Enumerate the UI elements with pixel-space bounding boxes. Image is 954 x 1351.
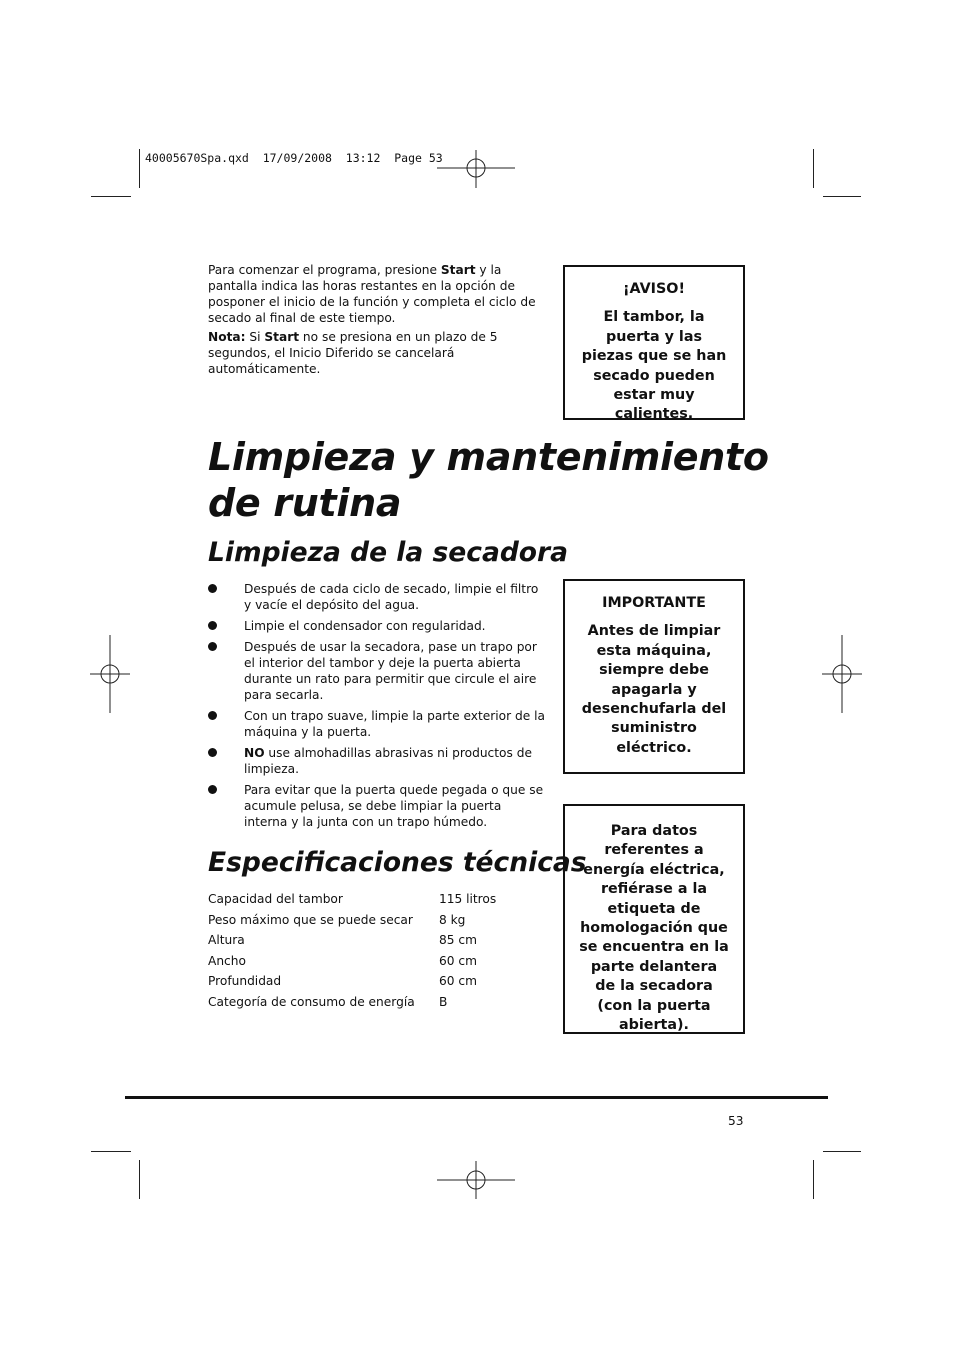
page-title: Limpieza y mantenimiento de rutina: [208, 435, 769, 525]
intro-text: [208, 262, 553, 377]
page-number: 53: [728, 1114, 744, 1128]
registration-mark-icon: [822, 635, 862, 715]
crop-mark: [813, 1160, 814, 1199]
crop-mark: [91, 1151, 131, 1152]
crop-mark: [139, 1160, 140, 1199]
bullet-icon: [208, 711, 217, 720]
list-item: Para evitar que la puerta quede pegada o que se acumule pelusa, se debe limpiar la puerta interna y la junta con un trapo húmedo.: [208, 782, 548, 830]
list-item: Después de usar la secadora, pase un trapo por el interior del tambor y deje la puerta abierta durante un rato para permitir que circule el aire para secarla.: [208, 639, 548, 703]
warning-box: [563, 265, 745, 423]
print-slug: 40005670Spa.qxd 17/09/2008 13:12 Page 53: [145, 151, 443, 165]
crop-mark: [823, 1151, 861, 1152]
registration-mark-icon: [437, 150, 517, 190]
table-row: Peso máximo que se puede secar 8 kg: [208, 912, 466, 927]
registration-mark-icon: [90, 635, 130, 715]
important-heading: IMPORTANTE: [602, 595, 706, 611]
table-row: Categoría de consumo de energía B: [208, 994, 448, 1009]
section-heading-cleaning: Limpieza de la secadora: [208, 537, 568, 568]
specs-table: [208, 892, 496, 1015]
footer-rule: [125, 1096, 828, 1099]
warning-text: El tambor, la puerta y las piezas que se han secado pueden estar muy calientes.: [581, 309, 727, 423]
table-row: Profundidad 60 cm: [208, 974, 477, 988]
list-item: Después de cada ciclo de secado, limpie el filtro y vacíe el depósito del agua.: [208, 581, 548, 613]
list-item: NO use almohadillas abrasivas ni productos de limpieza.: [208, 745, 548, 777]
energy-box: [563, 804, 745, 1034]
intro-paragraph: Para comenzar el programa, presione Start y la pantalla indica las horas restantes en la opción de posponer el inicio de la función y completa el ciclo de secado al final de este tiempo.: [208, 263, 536, 325]
cleaning-list: [208, 581, 548, 835]
bullet-icon: [208, 642, 217, 651]
table-row: Capacidad del tambor 115 litros: [208, 892, 497, 906]
intro-note: Nota: Si Start no se presiona en un plazo de 5 segundos, el Inicio Diferido se cancelará automáticamente.: [208, 330, 498, 376]
energy-text: Para datos referentes a energía eléctrica, refiérase a la etiqueta de homologación que se encuentra en la parte delantera de la secadora (con la puerta abierta).: [579, 823, 729, 1034]
table-row: Ancho 60 cm: [208, 953, 477, 968]
crop-mark: [139, 149, 140, 188]
crop-mark: [823, 196, 861, 197]
table-row: Altura 85 cm: [208, 933, 477, 947]
bullet-icon: [208, 785, 217, 794]
crop-mark: [813, 149, 814, 188]
important-text: Antes de limpiar esta máquina, siempre debe apagarla y desenchufarla del suministro eléctrico.: [581, 623, 727, 756]
list-item: Con un trapo suave, limpie la parte exterior de la máquina y la puerta.: [208, 708, 548, 740]
bullet-icon: [208, 748, 217, 757]
important-box: [563, 579, 745, 774]
registration-mark-icon: [437, 1161, 517, 1201]
warning-heading: ¡AVISO!: [623, 281, 685, 297]
section-heading-specs: Especificaciones técnicas: [208, 847, 587, 878]
list-item: Limpie el condensador con regularidad.: [208, 618, 548, 634]
crop-mark: [91, 196, 131, 197]
bullet-icon: [208, 584, 217, 593]
bullet-icon: [208, 621, 217, 630]
